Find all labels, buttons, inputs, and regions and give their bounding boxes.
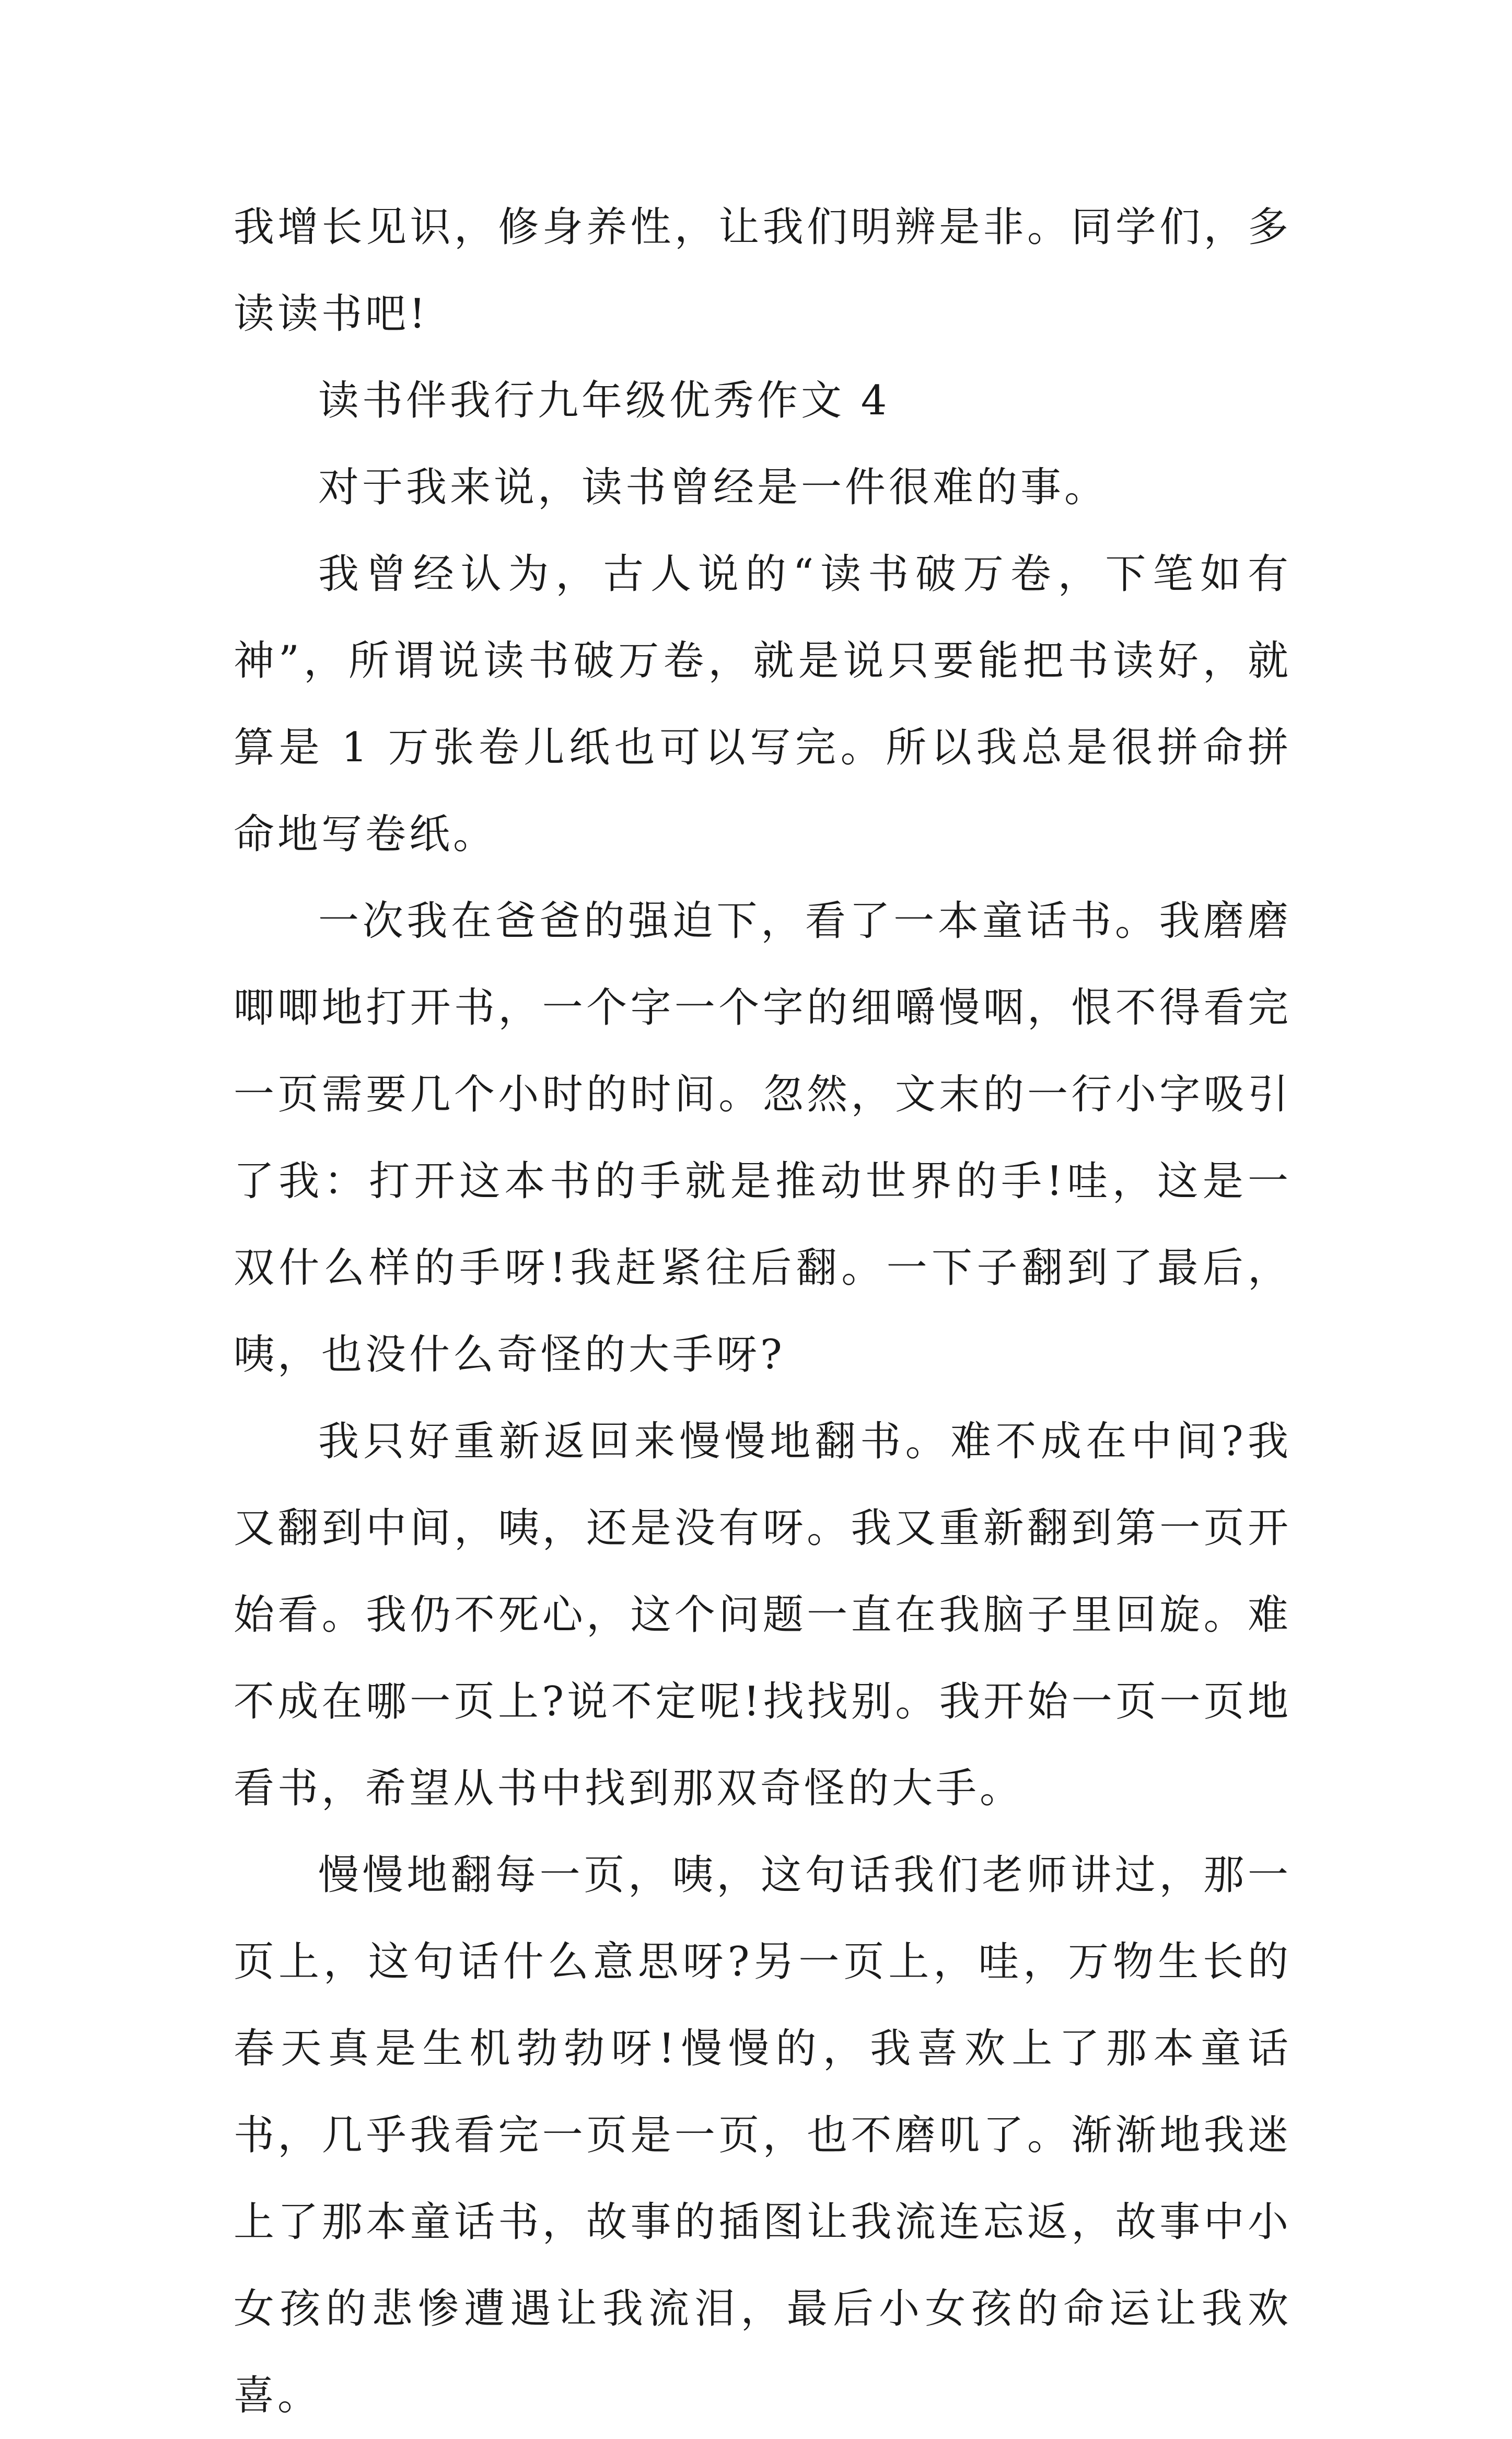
document-body (234, 184, 1292, 2439)
paragraph-continuation: 我增长见识，修身养性，让我们明辨是非。同学们，多读读书吧! (234, 204, 1292, 338)
essay-heading: 读书伴我行九年级优秀作文 4 (318, 377, 890, 424)
paragraph: 我曾经认为，古人说的“读书破万卷，下笔如有神”，所谓说读书破万卷，就是说只要能把书读好，就算是 1 万张卷儿纸也可以写完。所以我总是很拼命拼命地写卷纸。 (234, 551, 1292, 858)
paragraph: 一次我在爸爸的强迫下，看了一本童话书。我磨磨唧唧地打开书，一个字一个字的细嚼慢咽，恨不得看完一页需要几个小时的时间。忽然，文末的一行小字吸引了我：打开这本书的手就是推动世界的手!哇，这是一双什么样的手呀!我赶紧往后翻。一下子翻到了最后，咦，也没什么奇怪的大手呀? (234, 898, 1292, 1378)
paragraph: 对于我来说，读书曾经是一件很难的事。 (318, 464, 1109, 511)
paragraph: 我只好重新返回来慢慢地翻书。难不成在中间?我又翻到中间，咦，还是没有呀。我又重新翻到第一页开始看。我仍不死心，这个问题一直在我脑子里回旋。难不成在哪一页上?说不定呢!找找别。我开始一页一页地看书，希望从书中找到那双奇怪的大手。 (234, 1418, 1292, 1812)
paragraph: 慢慢地翻每一页，咦，这句话我们老师讲过，那一页上，这句话什么意思呀?另一页上，哇，万物生长的春天真是生机勃勃呀!慢慢的，我喜欢上了那本童话书，几乎我看完一页是一页，也不磨叽了。渐渐地我迷上了那本童话书，故事的插图让我流连忘返，故事中小女孩的悲惨遭遇让我流泪，最后小女孩的命运让我欢喜。 (234, 1852, 1292, 2419)
